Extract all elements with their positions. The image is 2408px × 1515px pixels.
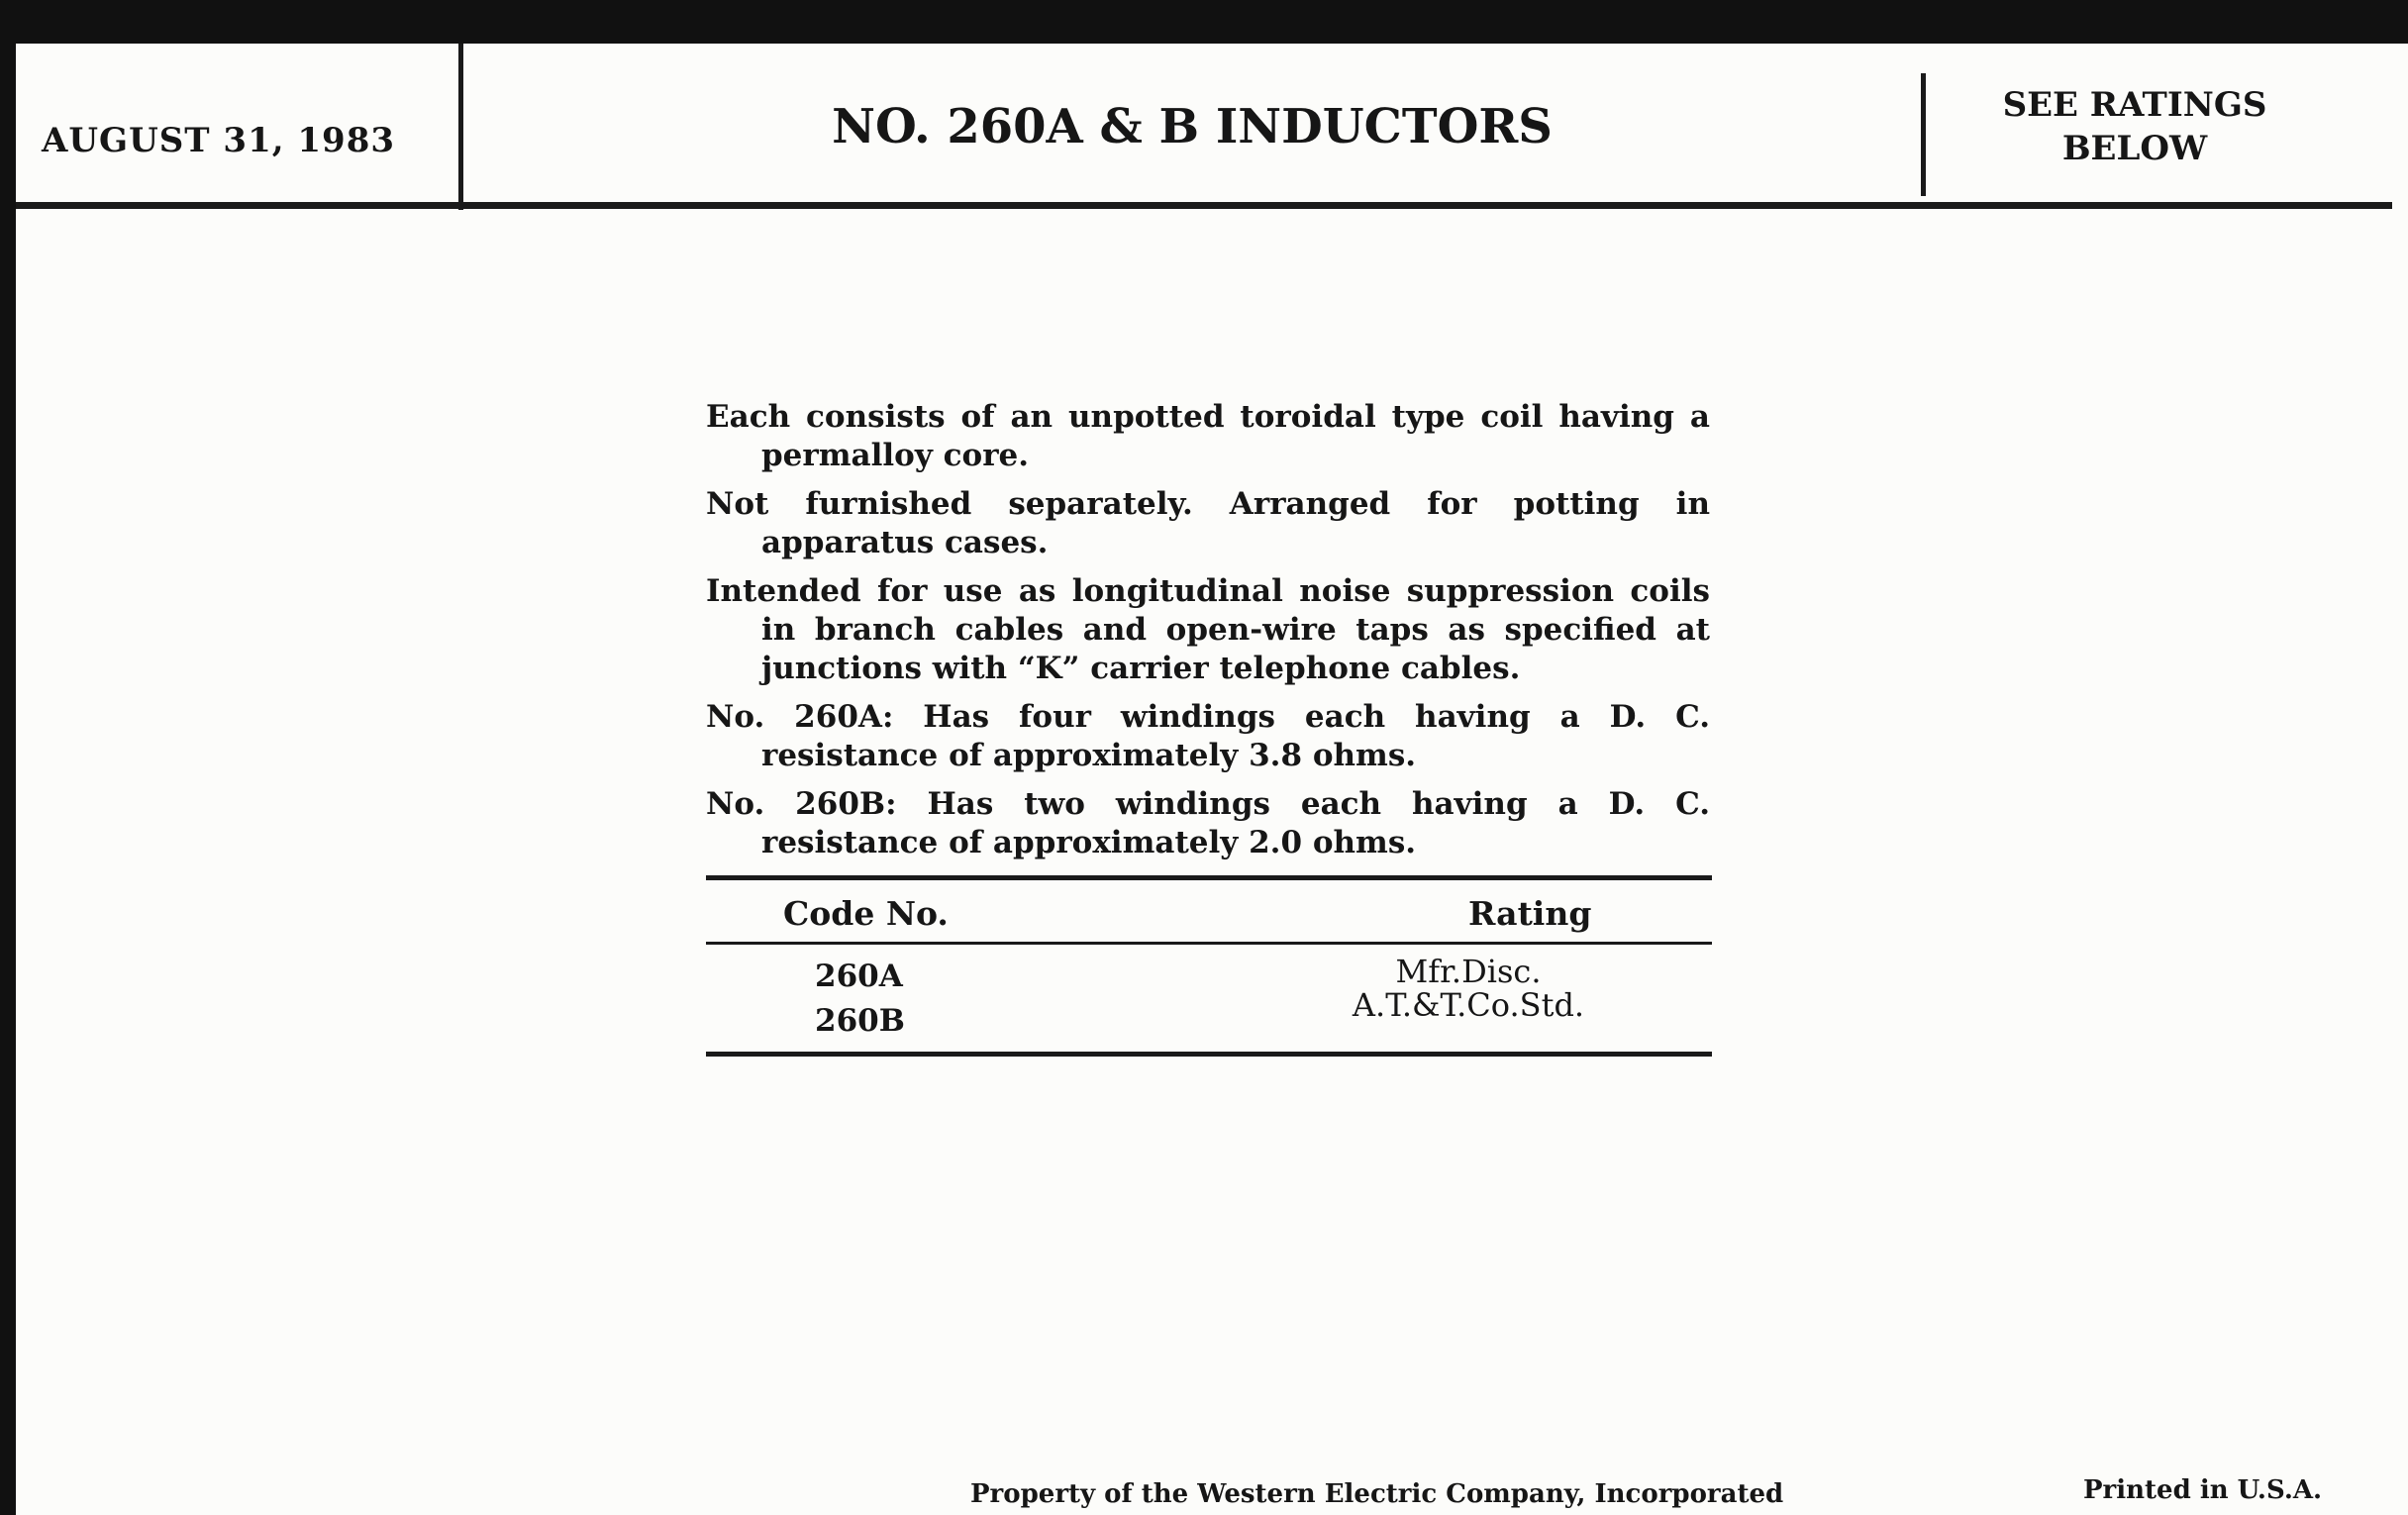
footer-property-notice: Property of the Western Electric Company, Incorporated bbox=[970, 1479, 1784, 1509]
table-header bbox=[706, 880, 1712, 942]
column-header-rating: Rating bbox=[1468, 894, 1592, 933]
paragraph-usage: Intended for use as longitudinal noise suppression coils in branch cables and open-wire taps as specified at junctions with “K” carrier telephone cables. bbox=[706, 573, 1710, 686]
ratings-note-line2: BELOW bbox=[2061, 129, 2208, 168]
header-ratings-note bbox=[1927, 83, 2343, 170]
table-body bbox=[706, 945, 1712, 1052]
rating-column bbox=[1260, 955, 1676, 1022]
rating-cell: Mfr.Disc. bbox=[1395, 953, 1542, 990]
code-cell: 260B bbox=[815, 1003, 905, 1039]
ratings-note-line1: SEE RATINGS bbox=[2002, 85, 2267, 125]
spec-sheet bbox=[16, 44, 2408, 1515]
description-body bbox=[706, 398, 1710, 872]
column-header-code: Code No. bbox=[783, 894, 949, 933]
paragraph-260b: No. 260B: Has two windings each having a D. C. resistance of approximately 2.0 ohms. bbox=[706, 786, 1710, 860]
ratings-table bbox=[706, 875, 1712, 1057]
header-date: AUGUST 31, 1983 bbox=[42, 121, 396, 160]
page-title: NO. 260A & B INDUCTORS bbox=[832, 99, 1553, 154]
header-rule bbox=[16, 202, 2392, 209]
paragraph-availability: Not furnished separately. Arranged for potting in apparatus cases. bbox=[706, 486, 1710, 560]
header-divider-right bbox=[1921, 73, 1926, 196]
table-rule-bottom bbox=[706, 1052, 1712, 1057]
paragraph-260a: No. 260A: Has four windings each having a D. C. resistance of approximately 3.8 ohms. bbox=[706, 699, 1710, 773]
paragraph-construction: Each consists of an unpotted toroidal type coil having a permalloy core. bbox=[706, 399, 1710, 473]
footer-printed-in: Printed in U.S.A. bbox=[2083, 1475, 2323, 1505]
code-cell: 260A bbox=[815, 959, 903, 994]
code-column bbox=[815, 955, 905, 1044]
rating-cell: A.T.&T.Co.Std. bbox=[1352, 986, 1585, 1024]
